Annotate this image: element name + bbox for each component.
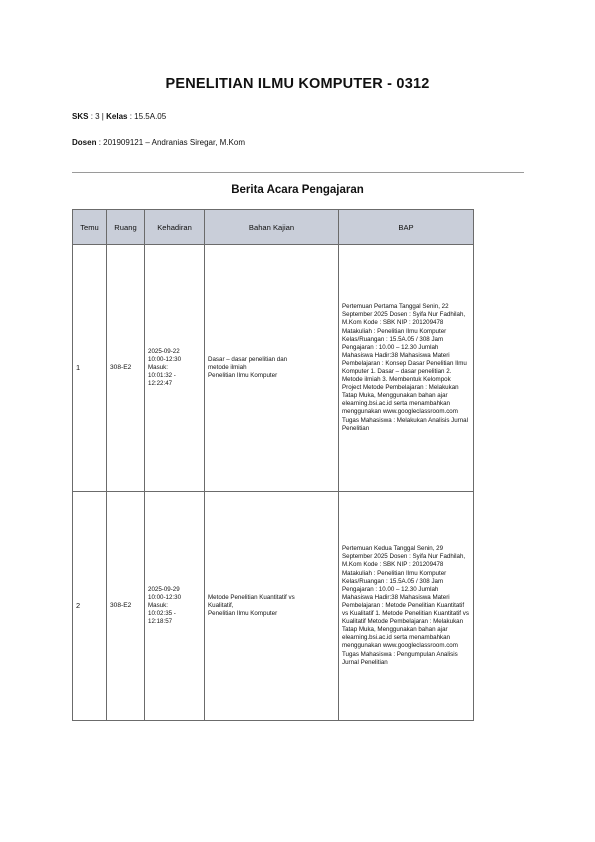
- kehadiran-cell: 2025-09-29 10:00-12:30 Masuk: 10:02:35 - 12:18:57: [145, 492, 205, 721]
- divider: [72, 172, 524, 173]
- column-header-bap: BAP: [339, 210, 474, 245]
- section-title: Berita Acara Pengajaran: [231, 184, 364, 196]
- bap-table: [72, 209, 474, 721]
- kehadiran-cell: 2025-09-22 10:00-12:30 Masuk: 10:01:32 - 12:22:47: [145, 245, 205, 492]
- kelas-value: : 15.5A.05: [129, 112, 167, 121]
- column-header-kehadiran: Kehadiran: [145, 210, 205, 245]
- lecturer-meta: [72, 138, 245, 147]
- bap-cell: Pertemuan Pertama Tanggal Senin, 22 September 2025 Dosen : Syifa Nur Fadhilah, M.Kom Kode : SBK NIP : 201209478 Matakuliah : Penelitian Ilmu Komputer Kelas/Ruangan : 15.5A.05 / 308 Jam Pengajaran : 10.00 – 12.30 Jumlah Mahasiswa Hadir:38 Mahasiswa Materi Pembelajaran : Konsep Dasar Penelitian Ilmu Komputer 1. Dasar – dasar penelitian 2. Metode ilmiah 3. Membentuk Kelompok Project Metode Pembelajaran : Melakukan Tatap Muka, Menggunakan bahan ajar elearning.bsi.ac.id serta menambahkan menggunakan www.googleclassroom.com Tugas Mahasiswa : Melakukan Analisis Jurnal Penelitian: [339, 245, 474, 492]
- bahan-kajian-cell: Metode Penelitian Kuantitatif vs Kualitatif, Penelitian Ilmu Komputer: [205, 492, 339, 721]
- sks-value: : 3 |: [90, 112, 104, 121]
- sks-label: SKS: [72, 112, 89, 121]
- ruang-cell: 308-E2: [107, 245, 145, 492]
- temu-cell: 1: [73, 245, 107, 492]
- dosen-value: : 201909121 – Andranias Siregar, M.Kom: [98, 138, 246, 147]
- kelas-label: Kelas: [106, 112, 128, 121]
- table-row: [73, 245, 474, 492]
- temu-cell: 2: [73, 492, 107, 721]
- ruang-cell: 308-E2: [107, 492, 145, 721]
- column-header-bahan-kajian: Bahan Kajian: [205, 210, 339, 245]
- table-header-row: [73, 210, 474, 245]
- bap-cell: Pertemuan Kedua Tanggal Senin, 29 September 2025 Dosen : Syifa Nur Fadhilah, M.Kom Kode : SBK NIP : 201209478 Matakuliah : Penelitian Ilmu Komputer Kelas/Ruangan : 15.5A.05 / 308 Jam Pengajaran : 10.00 – 12.30 Jumlah Mahasiswa Hadir:38 Mahasiswa Materi Pembelajaran : Metode Penelitian Kuantitatif vs Kualitatif 1. Metode Penelitian Kuantitatif vs Kualitatif Metode Pembelajaran : Melakukan Tatap Muka, Menggunakan bahan ajar elearning.bsi.ac.id serta menambahkan menggunakan www.googleclassroom.com Tugas Mahasiswa : Pengumpulan Analisis Jurnal Penelitian: [339, 492, 474, 721]
- dosen-label: Dosen: [72, 138, 97, 147]
- page-title: PENELITIAN ILMU KOMPUTER - 0312: [165, 76, 430, 92]
- table-row: [73, 492, 474, 721]
- column-header-ruang: Ruang: [107, 210, 145, 245]
- column-header-temu: Temu: [73, 210, 107, 245]
- course-meta: [72, 112, 166, 121]
- bahan-kajian-cell: Dasar – dasar penelitian dan metode ilmiah Penelitian Ilmu Komputer: [205, 245, 339, 492]
